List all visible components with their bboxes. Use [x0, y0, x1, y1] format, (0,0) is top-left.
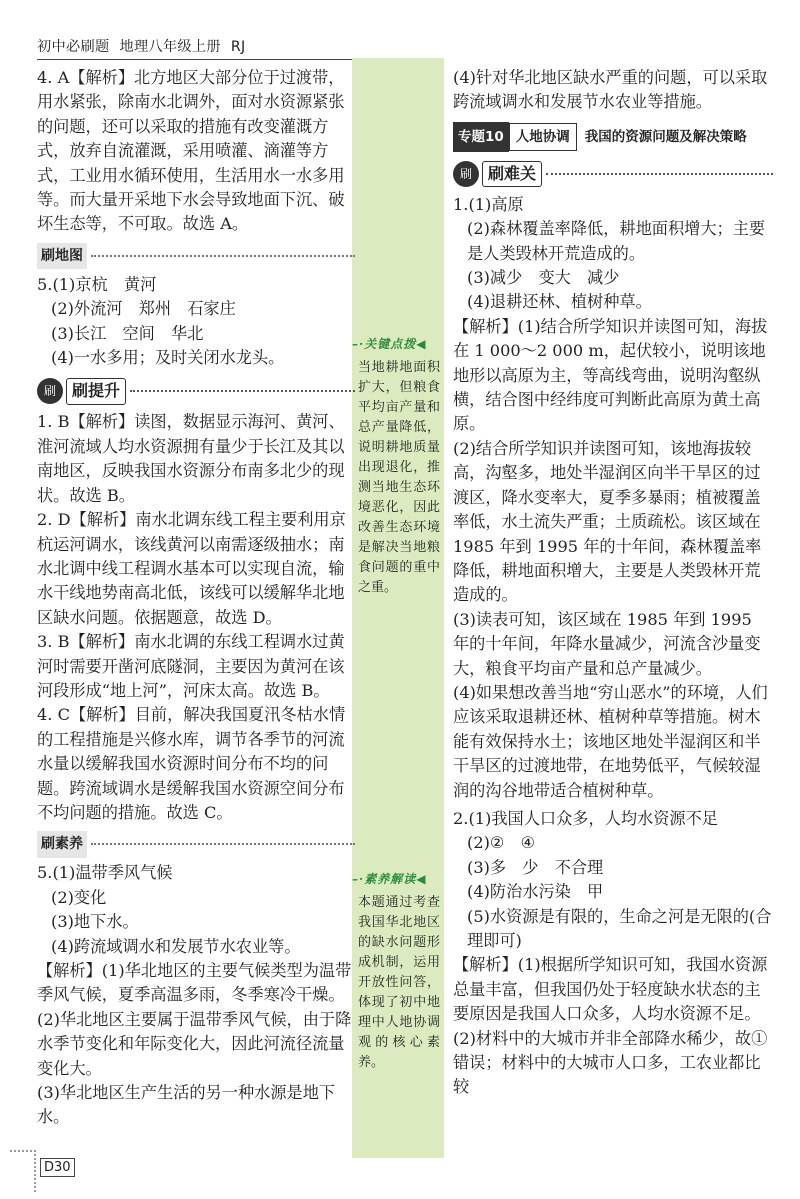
answer-5b-1: 5.(1)温带季风气候 [37, 863, 173, 883]
answer-2d: 2. D【解析】南水北调东线工程主要利用京杭运河调水，该线黄河以南需逐级抽水；南水北调中线工程调水基本可以实现自流，输水干线地势南高北低，该线可以缓解华北地区缺水问题。依据题意，故选 D。 [37, 510, 346, 627]
right-column [453, 66, 773, 1100]
section-improve: 刷 刷提升 [37, 376, 355, 406]
explain-5b-2: (2)华北地区主要属于温带季风气候，由于降水季节变化和年际变化大，因此河流径流量变化大。 [37, 1009, 352, 1078]
explain-a2-1: 【解析】(1)根据所学知识可知，我国水资源总量丰富，但我国仍处于轻度缺水状态的主要原因是我国人口众多，人均水资源不足。 [453, 955, 768, 1024]
explain-5b-1: 【解析】(1)华北地区的主要气候类型为温带季风气候，夏季高温多雨，冬季寒冷干燥。 [37, 961, 352, 1005]
answer-a1-1: 1.(1)高原 [453, 194, 524, 214]
corner-decoration [10, 1150, 36, 1192]
answer-a1-4: (4)退耕还林、植树种草。 [467, 292, 652, 312]
topic-banner [453, 123, 773, 151]
answer-3b: 3. B【解析】南水北调的东线工程调水过黄河时需要开凿河底隧洞，主要因为黄河在该河段形成“地上河”，河床太高。故选 B。 [37, 632, 345, 700]
left-column [37, 66, 355, 1130]
tip1-text: 当地耕地面积扩大，但粮食平均亩产量和总产量降低，说明耕地质量出现退化，推测当地生态环境恶化，因此改善生态环境是解决当地粮食问题的重中之重。 [358, 360, 440, 595]
edition: RJ [230, 39, 246, 55]
topic-number: 专题10 [453, 122, 509, 152]
explain-a2-2: (2)材料中的大城市并非全部降水稀少，故①错误；材料中的大城市人口多，工农业都比较 [453, 1028, 768, 1097]
answer-r4: (4)针对华北地区缺水严重的问题，可以采取跨流域调水和发展节水农业等措施。 [453, 68, 768, 112]
answer-a2-5: (5)水资源是有限的，生命之河是无限的(合理即可) [467, 906, 772, 950]
explain-5b-3: (3)华北地区生产生活的另一种水源是地下水。 [37, 1083, 336, 1127]
answer-a1-3: (3)减少 变大 减少 [467, 268, 620, 288]
answer-a2-4: (4)防治水污染 甲 [467, 882, 604, 902]
answer-a2-1: 2.(1)我国人口众多，人均水资源不足 [453, 808, 718, 828]
series-name: 初中必刷题 [37, 39, 110, 55]
book-icon: 刷 [37, 378, 63, 404]
section-map: 刷地图 [37, 243, 355, 269]
explain-a1-4: (4)如果想改善当地“穷山恶水”的环境，人们应该采取退耕还林、植树种草等措施。树木能有效保持水土；该地区地处半湿润区和半干旱区的过渡地带，在地势低平，气候较湿润的沟谷地带适合植树种草。 [453, 682, 768, 800]
answer-a1-2: (2)森林覆盖率降低，耕地面积增大；主要是人类毁林开荒造成的。 [467, 219, 766, 263]
section-hard: 刷 刷难关 [453, 159, 773, 189]
answer-a2-2: (2)② ④ [467, 833, 536, 853]
answer-5b-4: (4)跨流域调水和发展节水农业等。 [51, 936, 301, 956]
answer-5-1: 5.(1)京杭 黄河 [37, 274, 157, 294]
running-header [37, 36, 246, 56]
subject-name: 地理八年级上册 [119, 39, 221, 55]
answer-a2-3: (3)多 少 不合理 [467, 857, 604, 877]
explain-a1-1: 【解析】(1)结合所学知识并读图可知，海拔在 1 000～2 000 m，起伏较小，说明该地地形以高原为主，等高线弯曲，说明沟壑纵横，结合图中经纬度可判断此高原为黄土高原。 [453, 316, 768, 434]
section-literacy: 刷素养 [37, 831, 355, 857]
topic-title: 我国的资源问题及解决策略 [584, 128, 747, 145]
tip2-title: –·素养解读◀ [352, 872, 427, 886]
tip1-title: –·关键点拨◀ [352, 337, 427, 351]
answer-4c: 4. C【解析】目前，解决我国夏汛冬枯水情的工程措施是兴修水库，调节各季节的河流水量以缓解我国水资源时间分布不均的问题。跨流域调水是缓解我国水资源空间分布不均问题的措施。故选 C。 [37, 705, 346, 822]
explain-a1-3: (3)读表可知，该区域在 1985 年到 1995 年的十年间，年降水量减少，河流含沙量变大，粮食平均亩产量和总产量减少。 [453, 609, 761, 678]
answer-5-4: (4)一水多用；及时关闭水龙头。 [51, 348, 285, 368]
answer-5b-2: (2)变化 [51, 887, 107, 907]
answer-5-3: (3)长江 空间 华北 [51, 323, 204, 343]
tip2-text: 本题通过考查我国华北地区的缺水问题形成机制，运用开放性问答，体现了初中地理中人地协调观的核心素养。 [358, 895, 440, 1070]
answer-5b-3: (3)地下水。 [51, 912, 139, 932]
book-icon: 刷 [453, 161, 479, 187]
answer-5-2: (2)外流河 郑州 石家庄 [51, 299, 236, 319]
header-rule [37, 59, 355, 60]
answer-4a: 4. A【解析】北方地区大部分位于过渡带，用水紧张，除南水北调外，面对水资源紧张的问题，还可以采取的措施有改变灌溉方式，放弃自流灌溉，采用喷灌、滴灌等方式，工业用水循环使用，生活用水一水多用等。而大量开采地下水会导致地面下沉、破坏生态等，不可取。故选 A。 [37, 68, 345, 234]
topic-name: 人地协调 [509, 123, 577, 151]
page-number: D30 [40, 1158, 75, 1177]
explain-a1-2: (2)结合所学知识并读图可知，该地海拔较高，沟壑多，地处半湿润区向半干旱区的过渡区，降水变率大，夏季多暴雨；植被覆盖率低，水土流失严重；土质疏松。该区域在 1985 年到 1995 年的十年间，森林覆盖率降低，耕地面积增大，主要是人类毁林开荒造成的。 [453, 438, 762, 605]
answer-1b: 1. B【解析】读图，数据显示海河、黄河、淮河流域人均水资源拥有量少于长江及其以南地区，反映我国水资源分布南多北少的现状。故选 B。 [37, 412, 345, 505]
